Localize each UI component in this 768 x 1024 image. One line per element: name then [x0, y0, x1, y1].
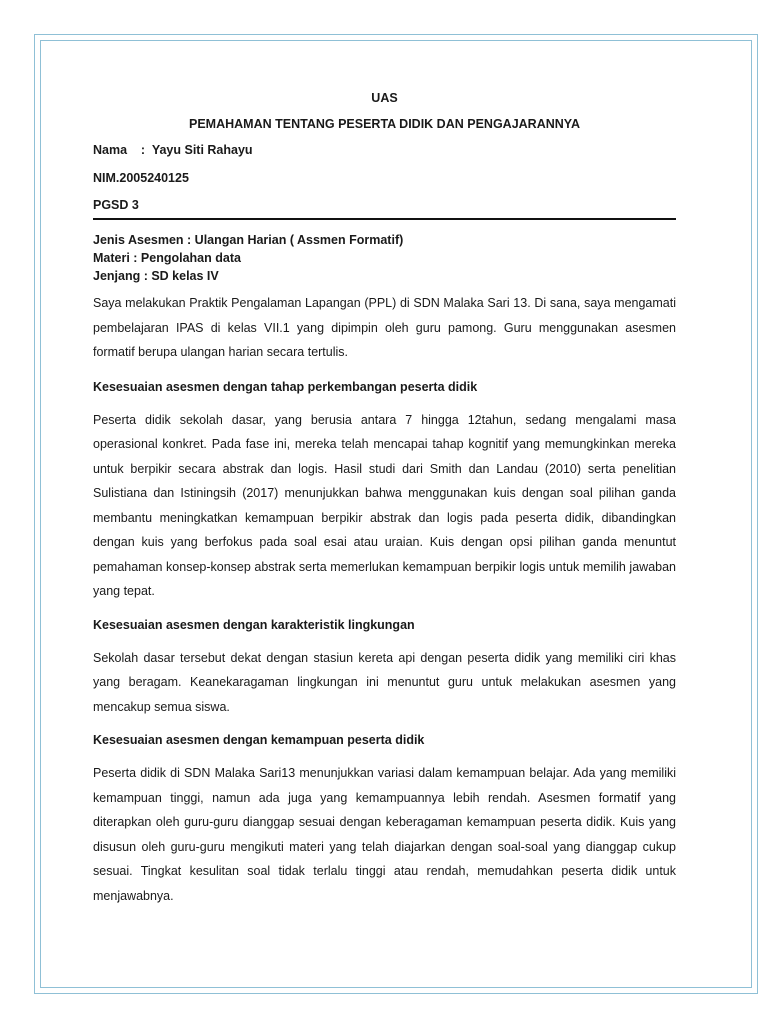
section-heading-development: Kesesuaian asesmen dengan tahap perkembangan peserta didik [93, 379, 478, 394]
student-name: Nama : Yayu Siti Rahayu [93, 143, 253, 157]
section-body-environment: Sekolah dasar tersebut dekat dengan stasiun kereta api dengan peserta didik yang memiliki ciri khas yang beragam. Keanekaragaman lingkungan ini menuntut guru untuk melakukan asesmen yang mencakup semua siswa. [93, 650, 676, 714]
section-body-ability: Peserta didik di SDN Malaka Sari13 menunjukkan variasi dalam kemampuan belajar. Ada yang memiliki kemampuan tinggi, namun ada juga yang kemampuannya lebih rendah. Asesmen formatif yang diterapkan oleh guru-guru dianggap sesuai dengan keberagaman kemampuan peserta didik. Kuis yang disusun oleh guru-guru mengikuti materi yang telah diajarkan dengan soal-soal yang dianggap cukup sesuai. Tingkat kesulitan soal tidak terlalu tinggi atau rendah, memudahkan peserta didik untuk menjawabnya. [93, 766, 676, 903]
document-title: UAS [371, 91, 398, 105]
horizontal-rule [93, 218, 676, 220]
document-body [93, 84, 676, 908]
intro-paragraph: Saya melakukan Praktik Pengalaman Lapangan (PPL) di SDN Malaka Sari 13. Di sana, saya mengamati pembelajaran IPAS di kelas VII.1 yang dipimpin oleh guru pamong. Guru menggunakan asesmen formatif berupa ulangan harian secara tertulis. [93, 296, 676, 359]
student-class: PGSD 3 [93, 198, 139, 212]
student-nim: NIM.2005240125 [93, 171, 189, 185]
assessment-type: Jenis Asesmen : Ulangan Harian ( Assmen Formatif) [93, 233, 404, 247]
section-body-development: Peserta didik sekolah dasar, yang berusia antara 7 hingga 12tahun, sedang mengalami masa operasional konkret. Pada fase ini, mereka telah mencapai tahap kognitif yang memungkinkan mereka untuk berpikir secara abstrak dan logis. Hasil studi dari Smith dan Landau (2010) serta penelitian Sulistiana dan Istiningsih (2017) menunjukkan bahwa menggunakan kuis dengan soal pilihan ganda membantu meningkatkan kemampuan berpikir abstrak dan logis pada peserta didik, dibandingkan dengan kuis yang berfokus pada soal esai atau uraian. Kuis dengan opsi pilihan ganda menuntut pemahaman konsep-konsep abstrak serta memerlukan kemampuan berpikir logis untuk memilih jawaban yang tepat. [93, 412, 676, 598]
document-subtitle: PEMAHAMAN TENTANG PESERTA DIDIK DAN PENGAJARANNYA [189, 117, 580, 131]
assessment-level: Jenjang : SD kelas IV [93, 269, 219, 283]
assessment-info [93, 231, 676, 285]
assessment-material: Materi : Pengolahan data [93, 251, 241, 265]
section-heading-environment: Kesesuaian asesmen dengan karakteristik lingkungan [93, 617, 415, 632]
section-heading-ability: Kesesuaian asesmen dengan kemampuan peserta didik [93, 733, 425, 747]
